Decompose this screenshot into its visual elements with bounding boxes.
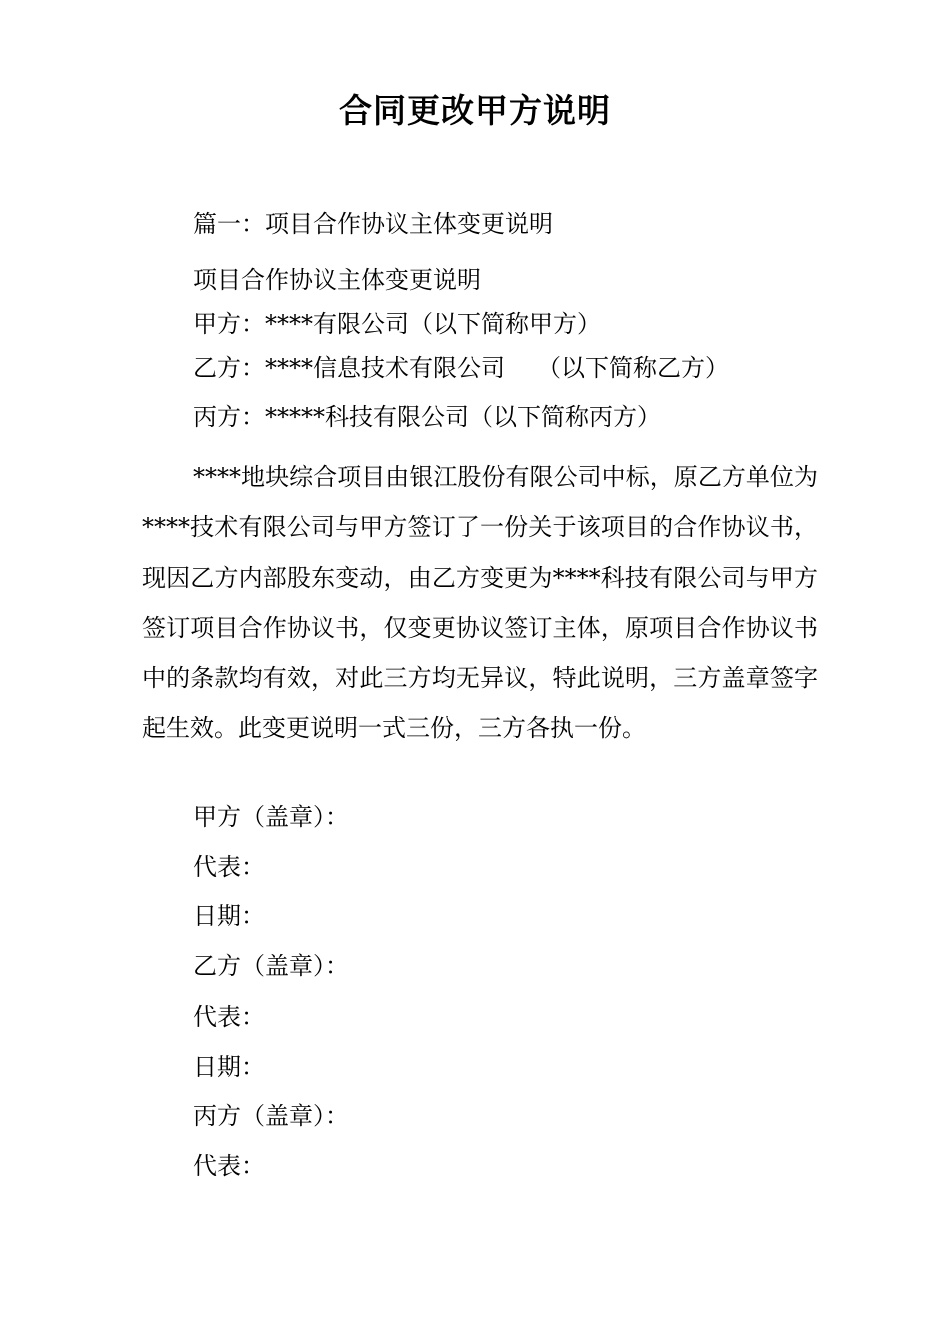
party-a-date: 日期： xyxy=(193,902,265,930)
party-a-seal: 甲方（盖章）： xyxy=(193,803,349,831)
body-paragraph: ****地块综合项目由银江股份有限公司中标，原乙方单位为****技术有限公司与甲方签订了一份关于该项目的合作协议书，现因乙方内部股东变动，由乙方变更为****科技有限公司与甲方签订项目合作协议书，仅变更协议签订主体，原项目合作协议书中的条款均有效，对此三方均无异议，特此说明，三方盖章签字起生效。此变更说明一式三份，三方各执一份。 xyxy=(142,463,818,743)
party-b-line xyxy=(193,353,729,383)
section-heading: 篇一：项目合作协议主体变更说明 xyxy=(193,210,553,238)
party-c-representative: 代表： xyxy=(193,1152,265,1180)
party-c-seal: 丙方（盖章）： xyxy=(193,1102,349,1130)
party-b-alias: （以下简称乙方） xyxy=(537,354,729,382)
document-title: 合同更改甲方说明 xyxy=(339,91,611,130)
party-b-date: 日期： xyxy=(193,1053,265,1081)
party-a-representative: 代表： xyxy=(193,853,265,881)
party-b-representative: 代表： xyxy=(193,1003,265,1031)
subheading: 项目合作协议主体变更说明 xyxy=(193,266,481,294)
party-b-name: 乙方：****信息技术有限公司 xyxy=(193,354,505,382)
party-a-line: 甲方：****有限公司（以下简称甲方） xyxy=(193,310,601,338)
party-c-line: 丙方：*****科技有限公司（以下简称丙方） xyxy=(193,403,661,431)
party-b-seal: 乙方（盖章）： xyxy=(193,952,349,980)
